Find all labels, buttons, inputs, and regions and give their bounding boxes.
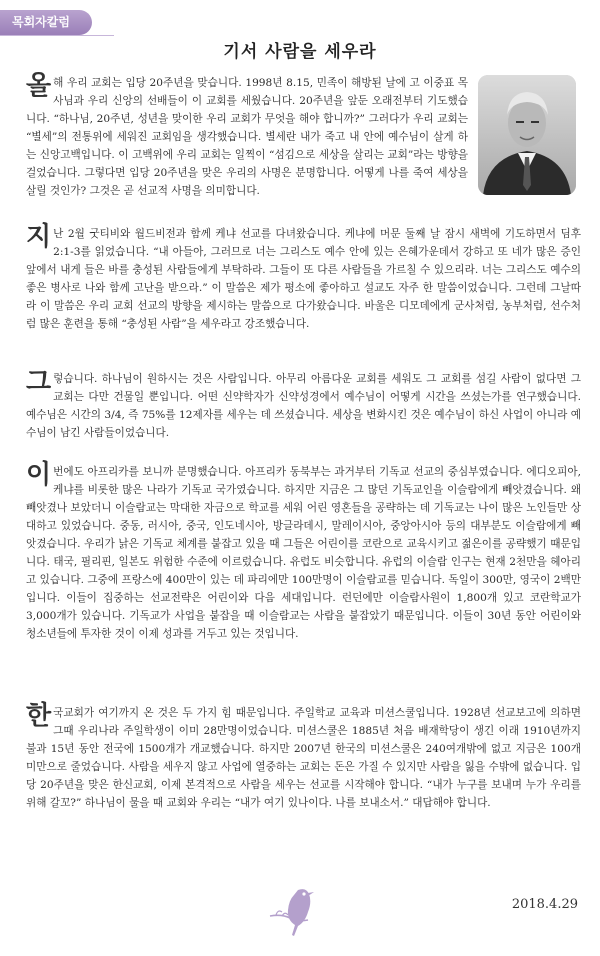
drop-cap: 지: [26, 222, 52, 252]
paragraph-text: 난 2월 굿티비와 월드비전과 함께 케냐 선교를 다녀왔습니다. 케냐에 머문 둘째 날 잠시 새벽에 기도하면서 딤후2:1-3를 읽었습니다. “내 아들아, 그러므로 너는 그리스도 예수 안에 있는 은혜가운데서 강하고 또 네가 많은 증인 앞에서 내게 들은 바를 충성된 사람들에게 부탁하라. 그들이 또 다른 사람들을 가르칠 수 있으리라. 너는 그리스도 예수의 좋은 병사로 나와 함께 고난을 받으라.” 이 말씀은 제가 평소에 좋아하고 설교도 자주 한 말씀이었습니다. 그런데 그날따라 이 말씀은 우리 교회 선교의 방향을 제시하는 말씀으로 다가왔습니다. 바울은 디모데에게 군사처럼, 농부처럼, 선수처럼 많은 훈련을 통해 “충성된 사람”을 세우라고 강조했습니다.: [26, 228, 581, 330]
column-paragraph-5: [26, 701, 581, 812]
drop-cap: 이: [26, 460, 52, 490]
drop-cap: 그: [26, 367, 52, 397]
column-paragraph-1: [26, 71, 468, 200]
column-paragraph-4: [26, 460, 581, 643]
drop-cap: 한: [26, 701, 52, 731]
column-date: 2018.4.29: [511, 897, 578, 912]
page-title: 기서 사람을 세우라: [223, 42, 377, 62]
paragraph-text: 렇습니다. 하나님이 원하시는 것은 사람입니다. 아무리 아름다운 교회를 세워도 그 교회를 섬길 사람이 없다면 그 교회는 다만 건물일 뿐입니다. 어떤 신약학자가 신약성경에서 예수님이 어떻게 시간을 쓰셨는가를 연구했습니다. 예수님은 시간의 3/4, 즉 75%를 12제자를 세우는 데 쓰셨습니다. 세상을 변화시킨 것은 예수님이 하신 사업이 아니라 예수님이 남긴 사람들이었습니다.: [26, 373, 581, 439]
portrait-image: [478, 75, 576, 195]
column-paragraph-2: [26, 222, 581, 333]
drop-cap: 올: [26, 71, 52, 101]
bird-on-branch-icon: [268, 878, 328, 938]
paragraph-text: 국교회가 여기까지 온 것은 두 가지 힘 때문입니다. 주일학교 교육과 미션스쿨입니다. 1928년 선교보고에 의하면 그때 우리나라 주일학생이 이미 28만명이었습니다. 미션스쿨은 1885년 처음 배재학당이 생긴 이래 1910년까지 불과 15년 동안 전국에 1500개가 개교했습니다. 하지만 2007년 한국의 미션스쿨은 240여개밖에 없고 지금은 100개 미만으로 줄었습니다. 사람을 세우지 않고 사업에 열중하는 교회는 돈은 가질 수 있지만 사람을 잃을 수밖에 없습니다. 입당 20주년을 맞은 한신교회, 이제 본격적으로 사람을 세우는 선교를 시작해야 합니다. “내가 누구를 보내며 누가 우리를 위해 갈꼬?” 하나님이 물을 때 교회와 우리는 “내가 여기 있나이다. 나를 보내소서.” 대답해야 합니다.: [26, 707, 581, 809]
pastor-portrait: [478, 75, 576, 195]
column-paragraph-3: [26, 367, 581, 442]
tab-underline: [0, 35, 114, 36]
column-category-tab: 목회자칼럼: [0, 10, 92, 35]
paragraph-text: 해 우리 교회는 입당 20주년을 맞습니다. 1998년 8.15, 민족이 해방된 날에 고 이중표 목사님과 우리 신앙의 선배들이 이 교회를 세웠습니다. 20주년을 앞둔 오래전부터 기도했습니다. “하나님, 20주년, 성년을 맞이한 우리 교회가 무엇을 해야 합니까?” 그러다가 우리 교회는 “별세”의 전통위에 세워진 교회임을 생각했습니다. 별세란 내가 죽고 내 안에 예수님이 살게 하는 신앙고백입니다. 이 고백위에 우리 교회는 일찍이 “섬김으로 세상을 살리는 교회”라는 방향을 걸었습니다. 그렇다면 입당 20주년을 맞은 우리의 사명은 분명합니다. 어떻게 나를 죽여 세상을 살릴 것인가? 그것은 곧 선교적 사명을 의미합니다.: [26, 77, 468, 197]
paragraph-text: 번에도 아프리카를 보니까 분명했습니다. 아프리카 동북부는 과거부터 기독교 선교의 중심부였습니다. 에디오피아, 케냐를 비롯한 많은 나라가 기독교 국가였습니다. 하지만 지금은 그 많던 기독교인을 이슬람에게 빼앗겼습니다. 왜 빼앗겼나 보았더니 이슬람교는 막대한 자금으로 학교를 세워 어린 영혼들을 공략하는 데 기독교는 나이 많은 노인들만 상대하고 있었습니다. 중동, 러시아, 중국, 인도네시아, 방글라데시, 말레이시아, 중앙아시아 등의 대부분도 이슬람에게 빼앗겼습니다. 우리가 낡은 기독교 체계를 붙잡고 있을 때 그들은 어린이를 코란으로 교육시키고 젊은이를 공략했기 때문입니다. 태국, 필리핀, 일본도 위험한 수준에 이르렀습니다. 유럽도 비슷합니다. 유럽의 이슬람 인구는 현재 2천만을 헤아리고 있습니다. 그중에 프랑스에 400만이 있는 데 파리에만 100만명이 이슬람교를 믿습니다. 독일이 300만, 영국이 2백만입니다. 이들이 집중하는 선교전략은 어린이와 다음 세대입니다. 런던에만 이슬람사원이 1,800개 있고 코란학교가 3,000개가 있습니다. 기독교가 사업을 붙잡을 때 이슬람교는 사람을 붙잡았기 때문입니다. 이들이 30년 동안 어린이와 청소년들에 투자한 것이 이제 성과를 거두고 있는 것입니다.: [26, 466, 581, 640]
